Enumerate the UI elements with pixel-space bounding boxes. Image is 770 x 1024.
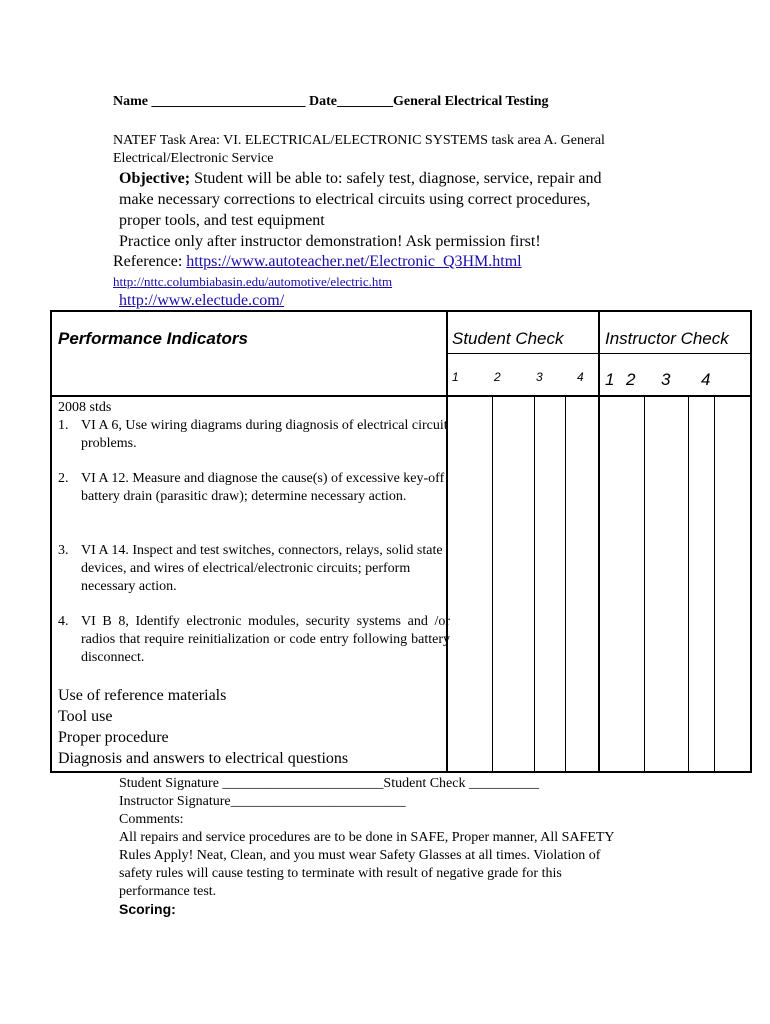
indicator-item-2 <box>58 470 450 506</box>
indicator-item-3 <box>58 542 450 596</box>
indicator-number: 2. <box>58 471 69 486</box>
objective-line-3: proper tools, and test equipment <box>119 212 325 229</box>
student-col-line-3 <box>565 397 566 771</box>
autoteacher-link[interactable]: https://www.autoteacher.net/Electronic_Q3HM.html <box>186 253 522 270</box>
header-name-date-title: Name ______________________ Date________General Electrical Testing <box>113 94 549 109</box>
performance-indicators-header: Performance Indicators <box>58 329 248 348</box>
student-col-line-1 <box>492 397 493 771</box>
practice-note: Practice only after instructor demonstration! Ask permission first! <box>119 233 541 250</box>
standards-year: 2008 stds <box>58 400 112 415</box>
student-num-2: 2 <box>494 370 501 384</box>
instructor-num-1: 1 <box>605 370 615 389</box>
indicator-item-1 <box>58 417 450 453</box>
electude-link[interactable]: http://www.electude.com/ <box>119 292 285 309</box>
safety-line-1: All repairs and service procedures are to be done in SAFE, Proper manner, All SAFETY <box>119 830 615 845</box>
reference-line <box>113 253 522 271</box>
indicator-text: VI A 6, Use wiring diagrams during diagnosis of electrical circuit problems. <box>81 418 448 451</box>
safety-line-4: performance test. <box>119 884 217 899</box>
objective-text-1: Student will be able to: safely test, diagnose, service, repair and <box>190 170 602 187</box>
instructor-signature-line: Instructor Signature_________________________ <box>119 794 406 809</box>
student-col-line-2 <box>534 397 535 771</box>
criterion-diagnosis: Diagnosis and answers to electrical questions <box>58 750 349 767</box>
task-area-line-2: Electrical/Electronic Service <box>113 151 274 166</box>
student-signature-line: Student Signature _______________________Student Check __________ <box>119 776 539 791</box>
student-num-1: 1 <box>452 370 459 384</box>
instructor-col-line-2 <box>688 397 689 771</box>
indicator-item-4 <box>58 613 450 667</box>
indicator-number: 4. <box>58 614 69 629</box>
objective-label: Objective; <box>119 170 191 187</box>
performance-table <box>50 310 752 773</box>
objective-line-2: make necessary corrections to electrical circuits using correct procedures, <box>119 191 591 208</box>
instructor-num-2: 2 <box>626 370 636 389</box>
comments-label: Comments: <box>119 812 184 827</box>
scoring-label: Scoring: <box>119 901 176 917</box>
columbiabasin-link[interactable]: http://nttc.columbiabasin.edu/automotive/electric.htm <box>113 274 393 289</box>
objective-line-1 <box>119 170 602 188</box>
reference-line-3 <box>119 292 284 310</box>
instructor-num-4: 4 <box>701 370 711 389</box>
criterion-tool-use: Tool use <box>58 708 113 725</box>
student-num-4: 4 <box>577 370 584 384</box>
instructor-col-line-1 <box>644 397 645 771</box>
student-num-3: 3 <box>536 370 543 384</box>
reference-line-2 <box>113 274 392 290</box>
safety-line-3: safety rules will cause testing to terminate with result of negative grade for this <box>119 866 562 881</box>
indicator-text: VI B 8, Identify electronic modules, security systems and /or radios that require reinitialization or code entry following battery disconnect. <box>81 614 450 665</box>
student-check-header: Student Check <box>452 329 564 348</box>
indicator-number: 3. <box>58 543 69 558</box>
instructor-num-3: 3 <box>661 370 671 389</box>
instructor-check-header: Instructor Check <box>605 329 729 348</box>
reference-label: Reference: <box>113 253 187 270</box>
indicator-text: VI A 14. Inspect and test switches, connectors, relays, solid state devices, and wires of electrical/electronic circuits; perform necessary action. <box>81 543 443 594</box>
indicator-number: 1. <box>58 418 69 433</box>
indicator-text: VI A 12. Measure and diagnose the cause(s) of excessive key-off battery drain (parasitic draw); determine necessary action. <box>81 471 445 504</box>
header-bottom-border <box>52 395 750 397</box>
criterion-reference-materials: Use of reference materials <box>58 687 227 704</box>
task-area-line-1: NATEF Task Area: VI. ELECTRICAL/ELECTRONIC SYSTEMS task area A. General <box>113 133 605 148</box>
criterion-proper-procedure: Proper procedure <box>58 729 169 746</box>
col-divider-student <box>598 312 600 771</box>
instructor-col-line-3 <box>714 397 715 771</box>
safety-line-2: Rules Apply! Neat, Clean, and you must wear Safety Glasses at all times. Violation of <box>119 848 601 863</box>
header-subdivider <box>446 353 750 354</box>
